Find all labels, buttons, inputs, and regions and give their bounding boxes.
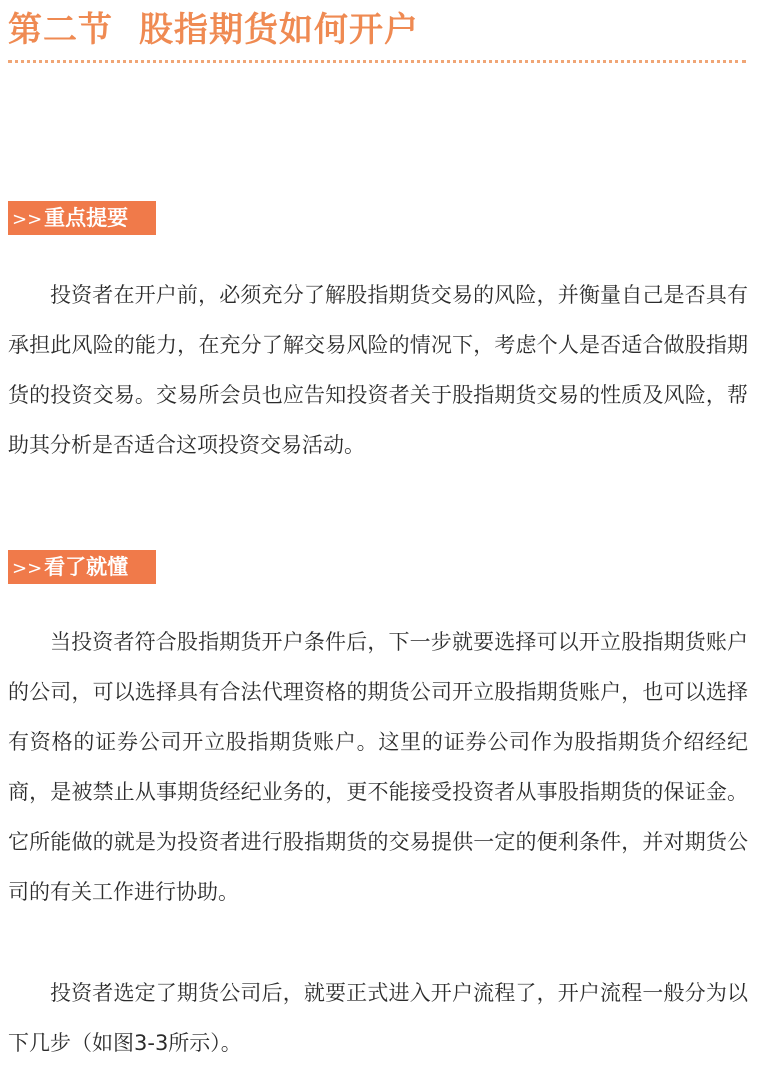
tag-arrows: >> [12, 209, 43, 230]
explained-paragraph-2: 投资者选定了期货公司后，就要正式进入开户流程了，开户流程一般分为以下几步（如图3-3所示）。 [8, 981, 748, 1055]
title-dotted-rule [8, 60, 746, 63]
section-title [8, 8, 419, 52]
section-heading: 股指期货如何开户 [139, 10, 419, 50]
section-number: 第二节 [8, 10, 113, 50]
key-points-label: 重点提要 [44, 205, 129, 230]
key-points-paragraph: 投资者在开户前，必须充分了解股指期货交易的风险，并衡量自己是否具有承担此风险的能力，在充分了解交易风险的情况下，考虑个人是否适合做股指期货的投资交易。交易所会员也应告知投资者关于股指期货交易的性质及风险，帮助其分析是否适合这项投资交易活动。 [8, 283, 748, 457]
key-points-tag [8, 201, 156, 235]
explained-label: 看了就懂 [44, 554, 129, 579]
explained-tag [8, 550, 156, 584]
tag-arrows: >> [12, 558, 43, 579]
explained-paragraph-1: 当投资者符合股指期货开户条件后，下一步就要选择可以开立股指期货账户的公司，可以选择具有合法代理资格的期货公司开立股指期货账户，也可以选择有资格的证券公司开立股指期货账户。这里的证券公司作为股指期货介绍经纪商，是被禁止从事期货经纪业务的，更不能接受投资者从事股指期货的保证金。它所能做的就是为投资者进行股指期货的交易提供一定的便利条件，并对期货公司的有关工作进行协助。 [8, 630, 748, 904]
